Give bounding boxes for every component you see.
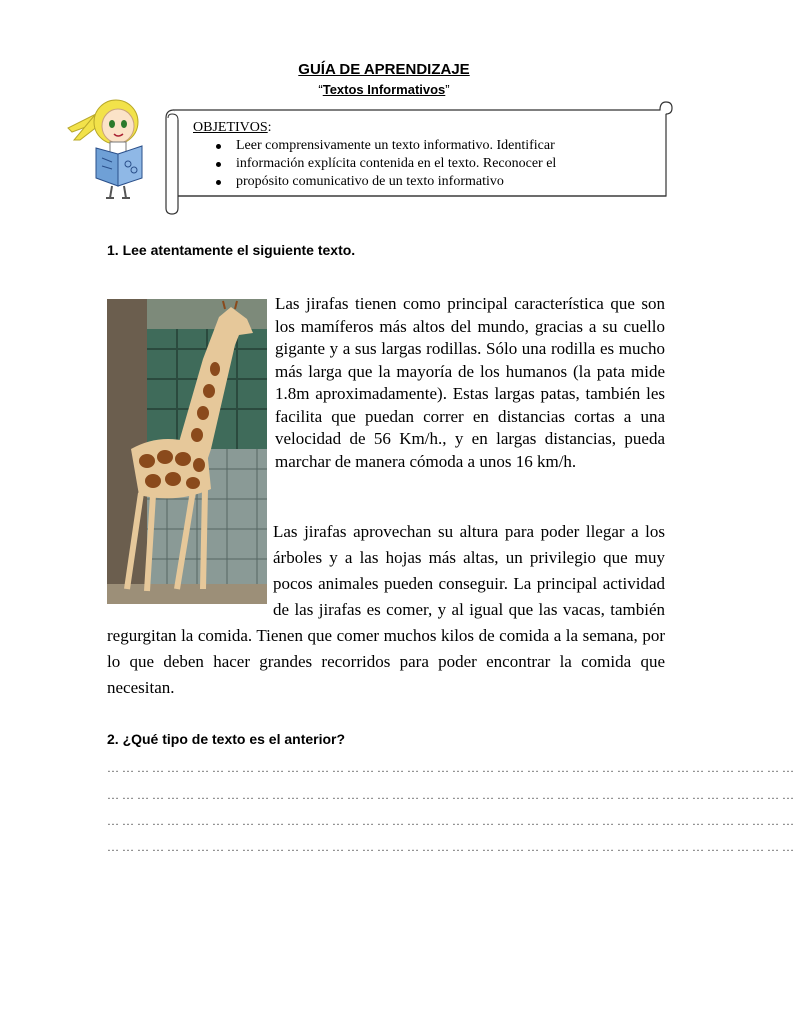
objectives-list — [214, 137, 634, 191]
question-2: 2. ¿Qué tipo de texto es el anterior? — [107, 731, 346, 747]
page-subtitle — [0, 82, 768, 97]
objectives-heading-text: OBJETIVOS — [193, 120, 268, 135]
quote-close: ” — [445, 82, 450, 97]
text-paragraph-1: Las jirafas tienen como principal característica que son los mamíferos más altos del mundo, gracias a su cuello gigante y a sus largas rodillas. Sólo una rodilla es mucho más larga que la mayoría de los humanos (la pata mide 1.8m aproximadamente). Estas largas patas, también les facilita que puedan correr en distancias cortas a una velocidad de 56 Km/h., y en largas distancias, pueda marchar de manera cómoda a unos 16 km/h. — [275, 294, 665, 471]
objectives-colon: : — [267, 120, 272, 135]
objective-item: Leer comprensivamente un texto informativo. Identificar — [214, 137, 634, 155]
objective-item: propósito comunicativo de un texto informativo — [214, 173, 634, 191]
objective-item: información explícita contenida en el texto. Reconocer el — [214, 155, 634, 173]
answer-line[interactable]: … … … … … … … … … … … … … … … … … … … … … … … … … … … … … … … … … … … … … … … … … … … … … … — [107, 788, 794, 802]
girl-reading-illustration — [66, 96, 152, 202]
objectives-heading — [193, 120, 272, 136]
text-paragraph-2 — [107, 519, 665, 701]
answer-line[interactable]: … … … … … … … … … … … … … … … … … … … … … … … … … … … … … … … … … … … … … … … … … … … … … … — [107, 761, 794, 775]
image-float-spacer — [107, 519, 273, 619]
paragraph-2-text: Las jirafas aprovechan su altura para poder llegar a los árboles y a las hojas más altas, un privilegio que muy pocos animales pueden conseguir. La principal actividad de las jirafas es comer, y al igual que las vacas, también regurgitan la comida. Tienen que comer muchos kilos de comida a la semana, por lo que deben hacer grandes recorridos para poder encontrar la comida que necesitan. — [107, 522, 665, 697]
question-1: 1. Lee atentamente el siguiente texto. — [107, 242, 356, 258]
page-title: GUÍA DE APRENDIZAJE — [298, 61, 470, 78]
answer-line[interactable]: … … … … … … … … … … … … … … … … … … … … … … … … … … … … … … … … … … … … … … … … … … … … … … — [107, 840, 794, 854]
answer-line[interactable]: … … … … … … … … … … … … … … … … … … … … … … … … … … … … … … … … … … … … … … … … … … … … … … — [107, 814, 794, 828]
subtitle-text: Textos Informativos — [322, 82, 446, 97]
quote-open: “ — [318, 82, 323, 97]
